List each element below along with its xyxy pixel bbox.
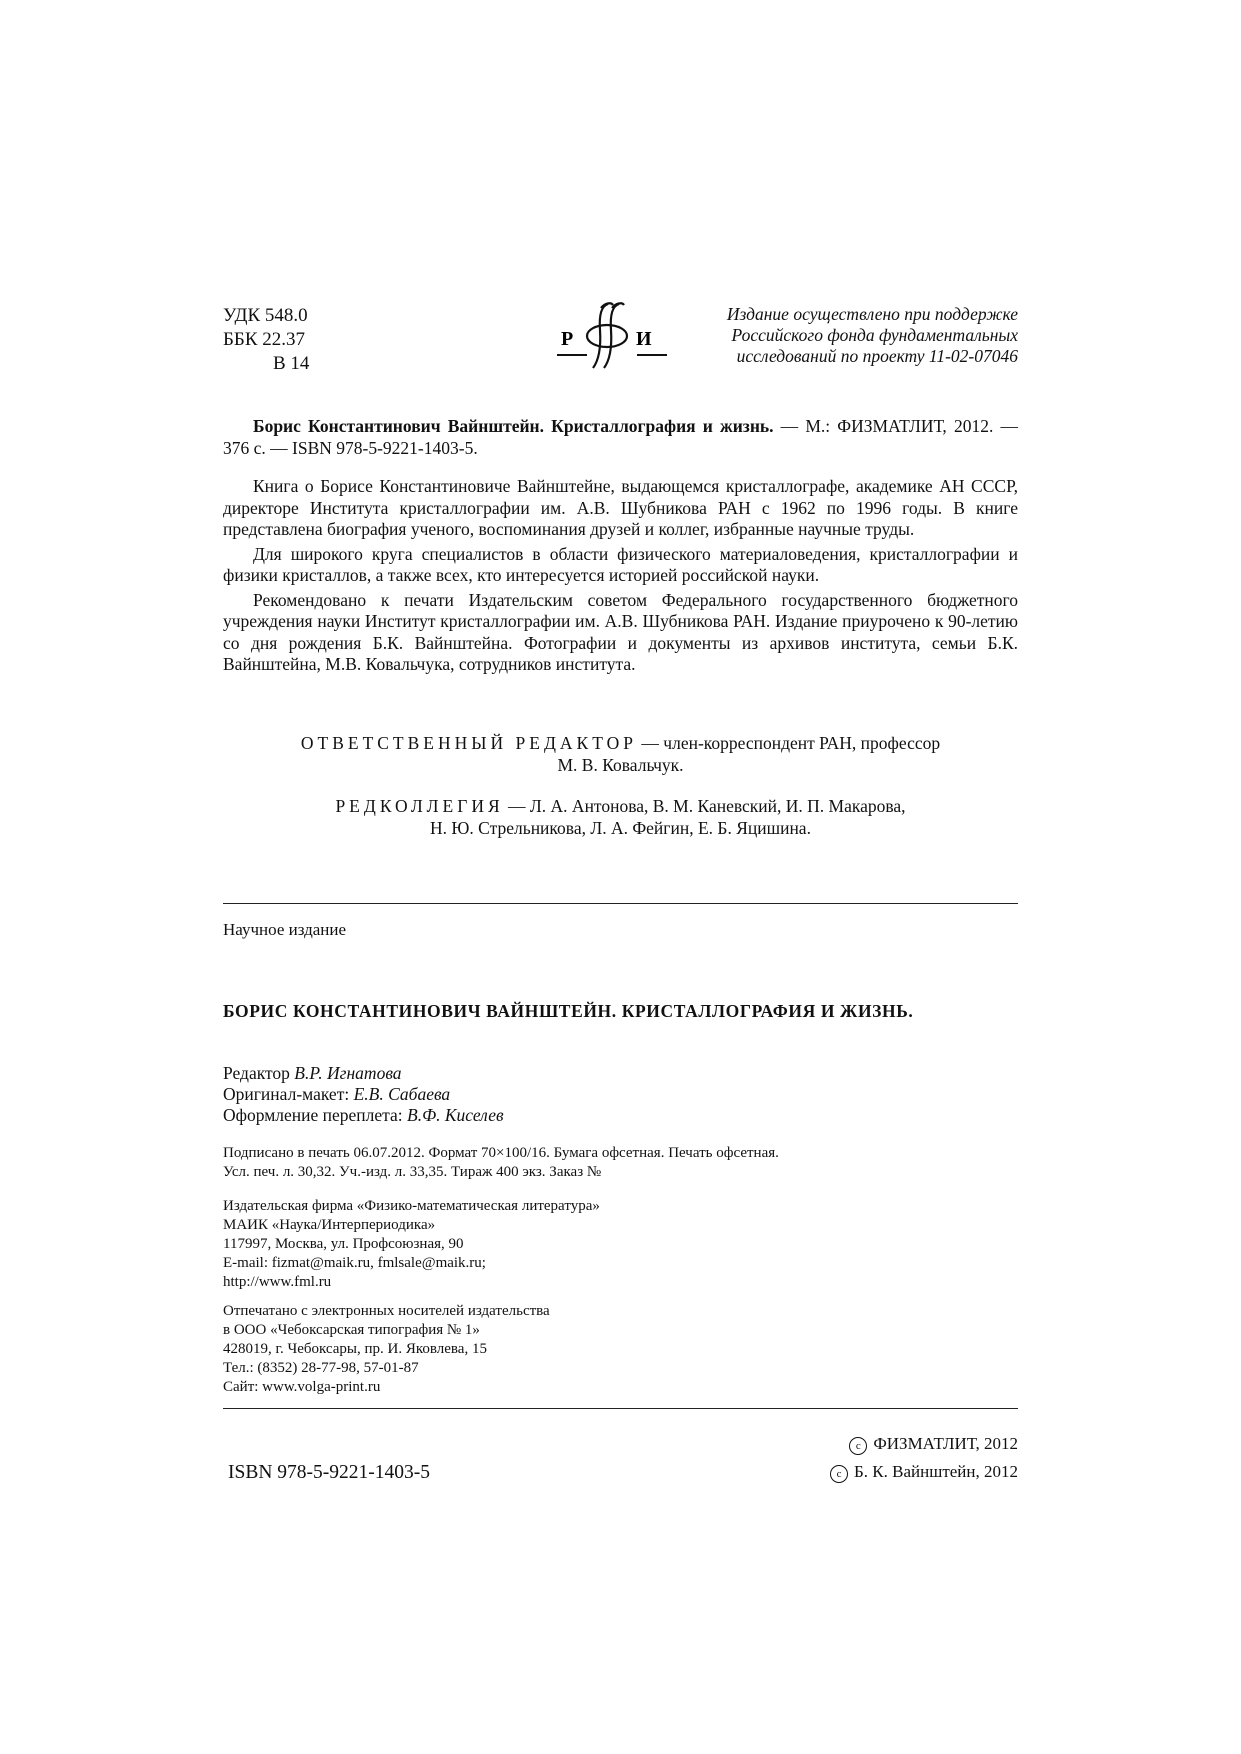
editor-name: В.Р. Игнатова: [294, 1063, 402, 1083]
editorial-board: [223, 796, 1018, 839]
publisher-line: Издательская фирма «Физико-математическая литература»: [223, 1198, 600, 1214]
rfbr-logo: [555, 300, 670, 372]
printer-info: [223, 1302, 550, 1397]
logo-phi-symbol: [587, 303, 627, 368]
annotation-paragraph: Книга о Борисе Константиновиче Вайнштейне, выдающемся кристаллографе, академике АН СССР, директоре Института кристаллографии им. А.В. Шубникова РАН с 1962 по 1996 годы. В книге представлена биография ученого, воспоминания друзей и коллег, избранные научные труды.: [223, 476, 1018, 539]
publisher-line: МАИК «Наука/Интерпериодика»: [223, 1217, 436, 1233]
classification-block: [223, 304, 309, 376]
chief-editor: [223, 733, 1018, 776]
bbk-code: ББК 22.37: [223, 329, 305, 350]
printer-line: Отпечатано с электронных носителей издательства: [223, 1303, 550, 1319]
bibliographic-record: [223, 416, 1018, 459]
publisher-line: 117997, Москва, ул. Профсоюзная, 90: [223, 1236, 464, 1252]
annotation-paragraph: Рекомендовано к печати Издательским советом Федерального государственного бюджетного учреждения науки Институт кристаллографии им. А.В. Шубникова РАН. Издание приурочено к 90-летию со дня рождения Б.К. Вайнштейна. Фотографии и документы из архивов института, семьи Б.К. Вайнштейна, М.В. Ковальчука, сотрудников института.: [223, 589, 1018, 674]
annotation: [223, 476, 1018, 676]
printer-line: 428019, г. Чебоксары, пр. И. Яковлева, 15: [223, 1341, 487, 1357]
printer-website: Сайт: www.volga-print.ru: [223, 1379, 381, 1395]
editor-label: Редактор: [223, 1063, 295, 1083]
publisher-info: [223, 1197, 600, 1292]
print-info-line: Подписано в печать 06.07.2012. Формат 70×100/16. Бумага офсетная. Печать офсетная.: [223, 1145, 779, 1161]
divider: [223, 1408, 1018, 1409]
printer-line: в ООО «Чебоксарская типография № 1»: [223, 1322, 480, 1338]
support-line: Российского фонда фундаментальных: [731, 325, 1018, 345]
udk-code: УДК 548.0: [223, 305, 308, 326]
logo-letter-right: И: [636, 328, 652, 350]
book-title-bold: Борис Константинович Вайнштейн. Кристаллография и жизнь.: [253, 416, 774, 436]
copyright-icon: c: [849, 1437, 867, 1455]
imprint-text: — М.: ФИЗМАТЛИТ, 2012. — 376 с. — ISBN 978-5-9221-1403-5.: [223, 416, 1018, 458]
print-info: [223, 1144, 779, 1182]
chief-editor-name: М. В. Ковальчук.: [557, 754, 684, 775]
layout-label: Оригинал-макет:: [223, 1084, 354, 1104]
book-title-caps: БОРИС КОНСТАНТИНОВИЧ ВАЙНШТЕЙН. КРИСТАЛЛОГРАФИЯ И ЖИЗНЬ.: [223, 1001, 914, 1021]
layout-name: Е.В. Сабаева: [353, 1084, 451, 1104]
support-line: Издание осуществлено при поддержке: [726, 304, 1018, 324]
credits-block: [223, 1063, 504, 1126]
annotation-paragraph: Для широкого круга специалистов в области физического материаловедения, кристаллографии и физики кристаллов, а также всех, кто интересуется историей российской науки.: [223, 543, 1018, 585]
copyright-author: [830, 1462, 1018, 1483]
copyright-icon: c: [830, 1465, 848, 1483]
cover-label: Оформление переплета:: [223, 1105, 408, 1125]
editorial-board-label: РЕДКОЛЛЕГИЯ: [335, 796, 504, 816]
chief-editor-label: ОТВЕТСТВЕННЫЙ РЕДАКТОР: [300, 733, 638, 753]
printer-phone: Тел.: (8352) 28-77-98, 57-01-87: [223, 1360, 419, 1376]
chief-editor-title: — член-корреспондент РАН, профессор: [637, 733, 941, 753]
copyright-text: ФИЗМАТЛИТ, 2012: [873, 1434, 1018, 1453]
grant-support-note: [680, 304, 1018, 367]
cover-name: В.Ф. Киселев: [407, 1105, 504, 1125]
divider: [223, 903, 1018, 904]
isbn: ISBN 978-5-9221-1403-5: [228, 1462, 431, 1483]
scientific-edition-label: Научное издание: [223, 920, 347, 939]
editorial-board-members: — Л. А. Антонова, В. М. Каневский, И. П. Макарова,: [503, 796, 906, 816]
author-code: В 14: [273, 353, 310, 374]
copyright-publisher: [849, 1434, 1018, 1455]
copyright-text: Б. К. Вайнштейн, 2012: [854, 1462, 1018, 1481]
publisher-email: E-mail: fizmat@maik.ru, fmlsale@maik.ru;: [223, 1255, 486, 1271]
print-info-line: Усл. печ. л. 30,32. Уч.-изд. л. 33,35. Тираж 400 экз. Заказ №: [223, 1164, 602, 1180]
logo-letter-left: Р: [561, 328, 574, 350]
support-line: исследований по проекту 11-02-07046: [736, 346, 1018, 366]
editorial-board-members: Н. Ю. Стрельникова, Л. А. Фейгин, Е. Б. Яцишина.: [430, 817, 811, 838]
publisher-website: http://www.fml.ru: [223, 1274, 332, 1290]
